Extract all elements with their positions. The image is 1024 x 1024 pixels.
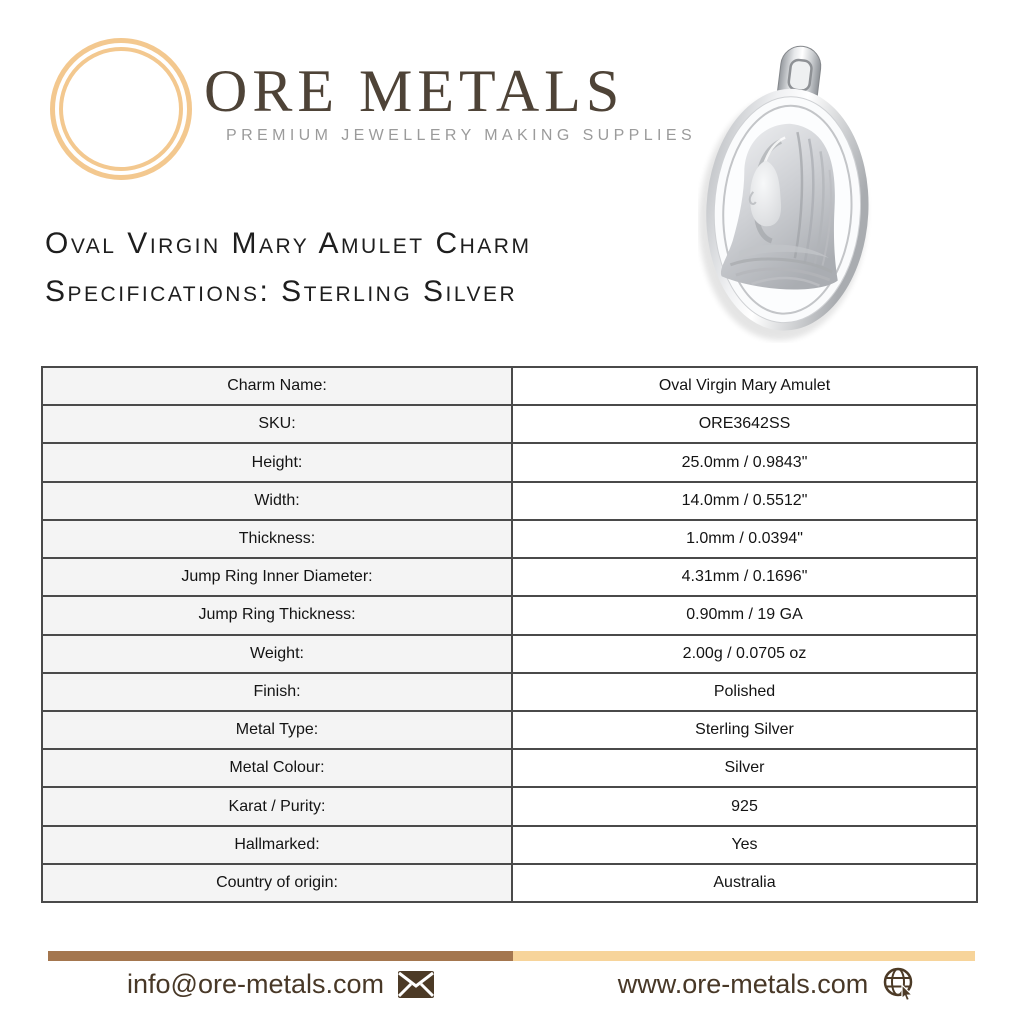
page-title [45,220,531,316]
website-link[interactable]: www.ore-metals.com [617,968,869,999]
spec-value: ORE3642SS [513,406,976,442]
spec-row [43,368,976,406]
spec-table [41,366,978,903]
globe-icon [882,967,916,1001]
spec-row [43,827,976,865]
spec-row [43,444,976,482]
spec-label: Hallmarked: [43,827,513,863]
spec-label: Weight: [43,636,513,672]
brand-name: ORE METALS [204,58,625,124]
spec-value: Australia [513,865,976,901]
spec-value: Oval Virgin Mary Amulet [513,368,976,404]
footer-divider-bar [48,951,975,961]
spec-row [43,750,976,788]
spec-row [43,597,976,635]
spec-label: Jump Ring Inner Diameter: [43,559,513,595]
spec-label: Thickness: [43,521,513,557]
spec-label: Width: [43,483,513,519]
footer-bar-gold-segment [513,951,975,961]
spec-label: Height: [43,444,513,480]
footer-bar-brown-segment [48,951,513,961]
footer-contacts [48,962,975,1006]
email-link[interactable]: info@ore-metals.com [127,968,384,999]
spec-value: 25.0mm / 0.9843" [513,444,976,480]
brand-tagline: PREMIUM JEWELLERY MAKING SUPPLIES [226,127,697,144]
spec-value: Polished [513,674,976,710]
page-title-line1: Oval Virgin Mary Amulet Charm [45,227,532,260]
spec-label: Jump Ring Thickness: [43,597,513,633]
spec-label: Metal Type: [43,712,513,748]
spec-value: Sterling Silver [513,712,976,748]
spec-label: Karat / Purity: [43,788,513,824]
spec-label: Metal Colour: [43,750,513,786]
spec-value: 14.0mm / 0.5512" [513,483,976,519]
page-title-line2: Specifications: Sterling Silver [45,275,518,308]
spec-row [43,521,976,559]
spec-value: 925 [513,788,976,824]
brand-logo-rings-icon [50,38,192,180]
spec-value: Yes [513,827,976,863]
spec-value: 1.0mm / 0.0394" [513,521,976,557]
virgin-mary-charm-image [698,38,888,343]
spec-label: Finish: [43,674,513,710]
spec-row [43,865,976,901]
spec-value: 4.31mm / 0.1696" [513,559,976,595]
footer-website-block [513,967,975,1001]
spec-value: 2.00g / 0.0705 oz [513,636,976,672]
spec-label: Charm Name: [43,368,513,404]
spec-label: SKU: [43,406,513,442]
spec-row [43,788,976,826]
brand-block [204,58,697,145]
envelope-icon [398,971,434,998]
spec-value: Silver [513,750,976,786]
spec-row [43,559,976,597]
spec-row [43,674,976,712]
spec-row [43,406,976,444]
spec-row [43,712,976,750]
spec-row [43,483,976,521]
logo-inner-ring-icon [59,47,183,171]
footer-email-block [48,969,513,1000]
spec-label: Country of origin: [43,865,513,901]
spec-row [43,636,976,674]
spec-value: 0.90mm / 19 GA [513,597,976,633]
